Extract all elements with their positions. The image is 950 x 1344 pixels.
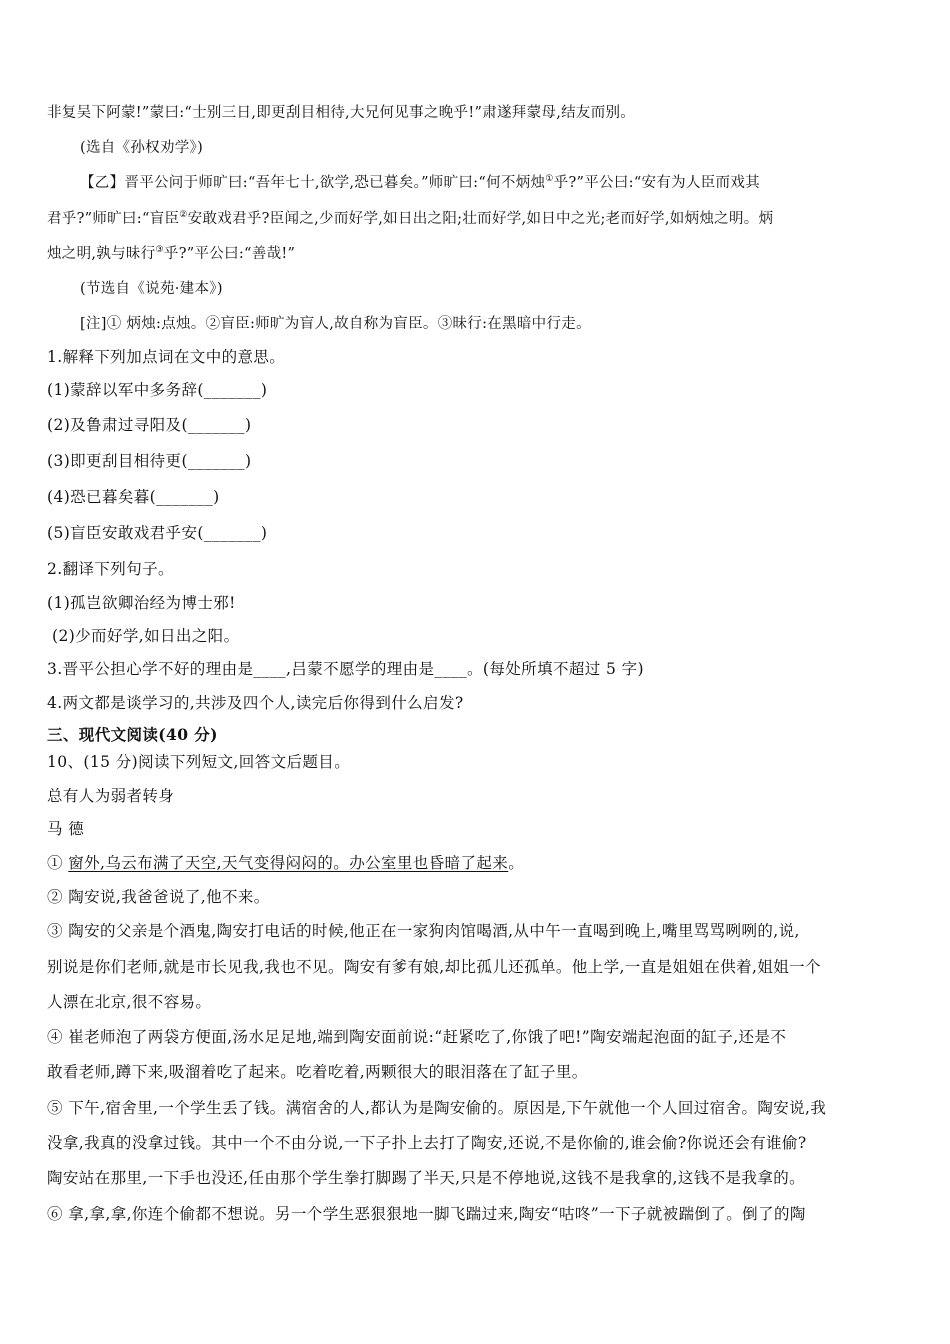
article-author: 马 德	[47, 820, 85, 838]
question-2-item-1: (1)孤岂欲卿治经为博士邪!	[47, 594, 236, 612]
footnote-marker-1: ①	[545, 174, 554, 185]
article-title: 总有人为弱者转身	[47, 787, 175, 805]
question-1-item-5: (5)盲臣安敢戏君乎安(_______)	[47, 524, 268, 542]
question-1: 1.解释下列加点词在文中的意思。	[47, 348, 286, 366]
question-10: 10、(15 分)阅读下列短文,回答文后题目。	[47, 753, 351, 771]
paragraph-4-line-2: 敢看老师,蹲下来,吸溜着吃了起来。吃着吃着,两颗很大的眼泪落在了缸子里。	[47, 1063, 588, 1081]
footnote-marker-3: ③	[155, 245, 164, 256]
section-heading: 三、现代文阅读(40 分)	[47, 725, 218, 744]
paragraph-1: ① 窗外,乌云布满了天空,天气变得闷闷的。办公室里也昏暗了起来。	[47, 854, 525, 872]
footnote-marker-2: ②	[179, 210, 188, 221]
passage-a-end: 非复吴下阿蒙!”蒙曰:“士别三日,即更刮目相待,大兄何见事之晚乎!”肃遂拜蒙母,结友而别。	[47, 105, 636, 121]
question-3: 3.晋平公担心学不好的理由是____,吕蒙不愿学的理由是____。(每处所填不超过 5 字)	[47, 660, 644, 678]
question-4: 4.两文都是谈学习的,共涉及四个人,读完后你得到什么启发?	[47, 694, 464, 712]
question-1-item-2: (2)及鲁肃过寻阳及(_______)	[47, 416, 252, 434]
passage-b-line-3: 烛之明,孰与昧行③乎?”平公曰:“善哉!”	[47, 245, 296, 262]
question-1-item-3: (3)即更刮目相待更(_______)	[47, 452, 252, 470]
paragraph-3-line-1: ③ 陶安的父亲是个酒鬼,陶安打电话的时候,他正在一家狗肉馆喝酒,从中午一直喝到晚上,嘴里骂骂咧咧的,说,	[47, 922, 800, 940]
question-2-item-2: (2)少而好学,如日出之阳。	[52, 627, 240, 645]
question-2: 2.翻译下列句子。	[47, 560, 174, 578]
paragraph-3-line-3: 人漂在北京,很不容易。	[47, 993, 212, 1011]
underlined-sentence: 窗外,乌云布满了天空,天气变得闷闷的。办公室里也昏暗了起来	[68, 854, 509, 872]
paragraph-6-line-1: ⑥ 拿,拿,拿,你连个偷都不想说。另一个学生恶狠狠地一脚飞踹过来,陶安“咕咚”一下子就被踹倒了。倒了的陶	[47, 1205, 806, 1223]
source-a: (选自《孙权劝学》)	[80, 140, 204, 156]
paragraph-3-line-2: 别说是你们老师,就是市长见我,我也不见。陶安有爹有娘,却比孤儿还孤单。他上学,一直是姐姐在供着,姐姐一个	[47, 958, 821, 976]
question-1-item-1: (1)蒙辞以军中多务辞(_______)	[47, 381, 268, 399]
paragraph-2: ② 陶安说,我爸爸说了,他不来。	[47, 888, 270, 906]
passage-b-line-1: 【乙】晋平公问于师旷曰:“吾年七十,欲学,恐已暮矣。”师旷曰:“何不炳烛①乎?”平公曰:“安有为人臣而戏其	[80, 174, 760, 191]
source-b: (节选自《说苑·建本》)	[80, 281, 223, 297]
passage-b-line-2: 君乎?”师旷曰:“盲臣②安敢戏君乎?臣闻之,少而好学,如日出之阳;壮而好学,如日中之光;老而好学,如炳烛之明。炳	[47, 210, 774, 227]
footnotes: [注]① 炳烛:点烛。②盲臣:师旷为盲人,故自称为盲臣。③昧行:在黑暗中行走。	[80, 316, 591, 332]
question-1-item-4: (4)恐已暮矣暮(_______)	[47, 488, 220, 506]
paragraph-5-line-1: ⑤ 下午,宿舍里,一个学生丢了钱。满宿舍的人,都认为是陶安偷的。原因是,下午就他一个人回过宿舍。陶安说,我	[47, 1099, 827, 1117]
paragraph-5-line-2: 没拿,我真的没拿过钱。其中一个不由分说,一下子扑上去打了陶安,还说,不是你偷的,谁会偷?你说还会有谁偷?	[47, 1134, 807, 1152]
paragraph-4-line-1: ④ 崔老师泡了两袋方便面,汤水足足地,端到陶安面前说:“赶紧吃了,你饿了吧!”陶安端起泡面的缸子,还是不	[47, 1028, 787, 1046]
paragraph-5-line-3: 陶安站在那里,一下手也没还,任由那个学生拳打脚踢了半天,只是不停地说,这钱不是我拿的,这钱不是我拿的。	[47, 1169, 806, 1187]
